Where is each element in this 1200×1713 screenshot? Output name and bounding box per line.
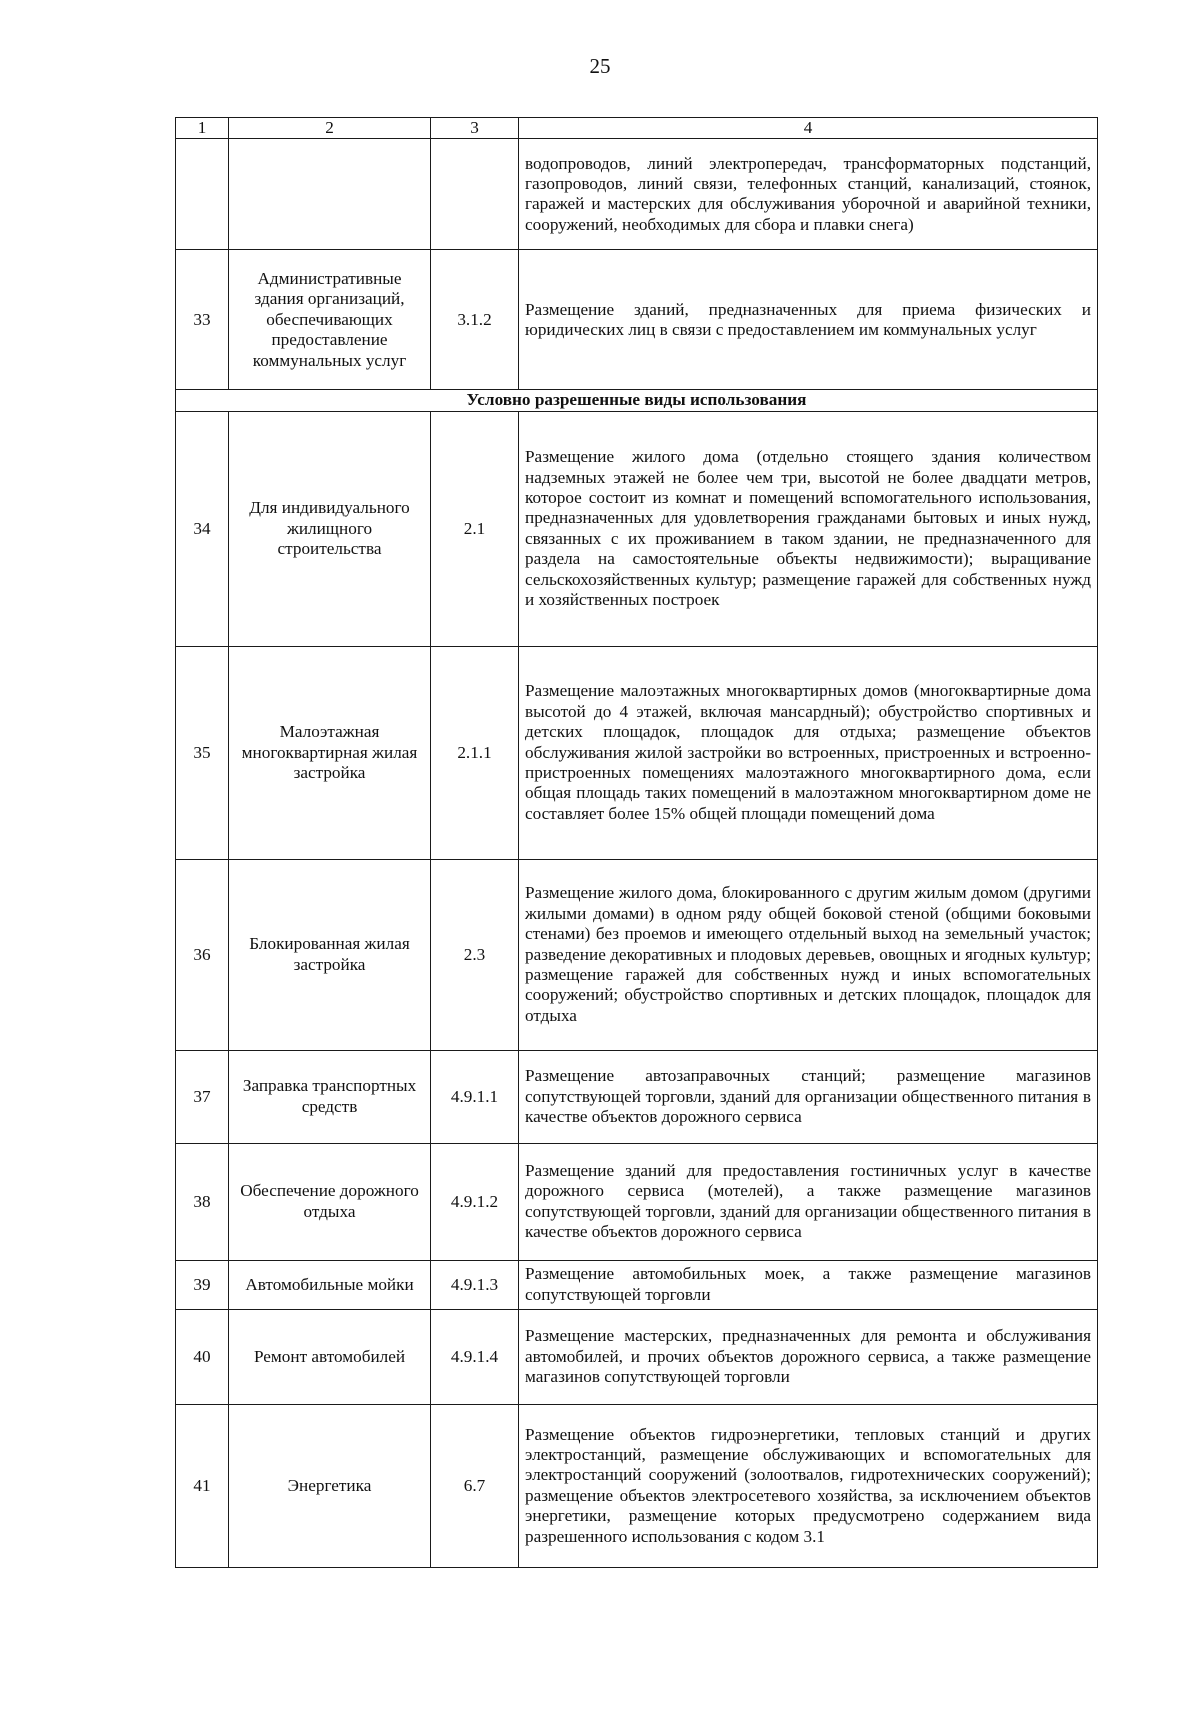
row-number: 37	[176, 1050, 229, 1143]
header-cell-2: 2	[229, 118, 431, 139]
row-description: Размещение зданий для предоставления гостиничных услуг в качестве дорожного сервиса (мотелей), а также размещение магазинов сопутствующей торговли, зданий для организации общественного питания в качестве объектов дорожного сервиса	[519, 1143, 1098, 1260]
table-row-33	[176, 250, 1098, 390]
row-name: Административные здания организаций, обеспечивающих предоставление коммунальных услуг	[229, 250, 431, 390]
row-code: 4.9.1.3	[431, 1260, 519, 1309]
row-description: Размещение автомобильных моек, а также размещение магазинов сопутствующей торговли	[519, 1260, 1098, 1309]
row-code	[431, 139, 519, 250]
row-name: Автомобильные мойки	[229, 1260, 431, 1309]
row-description: Размещение автозаправочных станций; размещение магазинов сопутствующей торговли, зданий для организации общественного питания в качестве объектов дорожного сервиса	[519, 1050, 1098, 1143]
row-name	[229, 139, 431, 250]
row-description: Размещение малоэтажных многоквартирных домов (многоквартирные дома высотой до 4 этажей, включая мансардный); обустройство спортивных и детских площадок, площадок для отдыха; размещение объектов обслуживания жилой застройки во встроенных, пристроенных и встроенно-пристроенных помещениях малоэтажного многоквартирного дома, если общая площадь таких помещений в малоэтажном многоквартирном доме не составляет более 15% общей площади помещений дома	[519, 646, 1098, 859]
row-name: Заправка транспортных средств	[229, 1050, 431, 1143]
table-row-38	[176, 1143, 1098, 1260]
row-description: Размещение жилого дома, блокированного с другим жилым домом (другими жилыми домами) в одном ряду общей боковой стеной (общими боковыми стенами) без проемов и имеющего отдельный выход на земельный участок; разведение декоративных и плодовых деревьев, овощных и ягодных культур; размещение гаражей для собственных нужд и иных вспомогательных сооружений; обустройство спортивных и детских площадок, площадок для отдыха	[519, 859, 1098, 1050]
row-name: Блокированная жилая застройка	[229, 859, 431, 1050]
row-name: Для индивидуального жилищного строительства	[229, 411, 431, 646]
row-name: Обеспечение дорожного отдыха	[229, 1143, 431, 1260]
row-description: Размещение жилого дома (отдельно стоящего здания количеством надземных этажей не более чем три, высотой не более двадцати метров, которое состоит из комнат и помещений вспомогательного использования, предназначенных для удовлетворения гражданами бытовых и иных нужд, связанных с их проживанием в таком здании, не предназначенного для раздела на самостоятельные объекты недвижимости); выращивание сельскохозяйственных культур; размещение гаражей для собственных нужд и хозяйственных построек	[519, 411, 1098, 646]
row-number: 33	[176, 250, 229, 390]
section-header-row	[176, 390, 1098, 411]
header-cell-4: 4	[519, 118, 1098, 139]
table-row-35	[176, 646, 1098, 859]
row-code: 2.1	[431, 411, 519, 646]
row-code: 3.1.2	[431, 250, 519, 390]
row-description: Размещение объектов гидроэнергетики, тепловых станций и других электростанций, размещение обслуживающих и вспомогательных для электростанций сооружений (золоотвалов, гидротехнических сооружений); размещение объектов электросетевого хозяйства, за исключением объектов энергетики, размещение которых предусмотрено содержанием вида разрешенного использования с кодом 3.1	[519, 1404, 1098, 1567]
table-row-34	[176, 411, 1098, 646]
row-number	[176, 139, 229, 250]
table-row-37	[176, 1050, 1098, 1143]
header-cell-1: 1	[176, 118, 229, 139]
row-description: Размещение мастерских, предназначенных для ремонта и обслуживания автомобилей, и прочих объектов дорожного сервиса, а также размещение магазинов сопутствующей торговли	[519, 1309, 1098, 1404]
row-number: 38	[176, 1143, 229, 1260]
row-name: Малоэтажная многоквартирная жилая застройка	[229, 646, 431, 859]
row-code: 4.9.1.1	[431, 1050, 519, 1143]
row-number: 36	[176, 859, 229, 1050]
row-name: Ремонт автомобилей	[229, 1309, 431, 1404]
table-row-36	[176, 859, 1098, 1050]
row-code: 4.9.1.2	[431, 1143, 519, 1260]
row-number: 39	[176, 1260, 229, 1309]
row-description: Размещение зданий, предназначенных для приема физических и юридических лиц в связи с предоставлением им коммунальных услуг	[519, 250, 1098, 390]
row-code: 4.9.1.4	[431, 1309, 519, 1404]
table-row-41	[176, 1404, 1098, 1567]
page-number: 25	[589, 54, 611, 78]
row-number: 34	[176, 411, 229, 646]
row-number: 41	[176, 1404, 229, 1567]
section-title: Условно разрешенные виды использования	[176, 390, 1098, 411]
row-code: 2.3	[431, 859, 519, 1050]
table-row-40	[176, 1309, 1098, 1404]
header-row	[176, 118, 1098, 139]
table-row-continuation	[176, 139, 1098, 250]
land-use-table	[175, 117, 1098, 1568]
table-row-39	[176, 1260, 1098, 1309]
header-cell-3: 3	[431, 118, 519, 139]
row-number: 35	[176, 646, 229, 859]
row-number: 40	[176, 1309, 229, 1404]
row-code: 6.7	[431, 1404, 519, 1567]
row-description: водопроводов, линий электропередач, трансформаторных подстанций, газопроводов, линий связи, телефонных станций, канализаций, стоянок, гаражей и мастерских для обслуживания уборочной и аварийной техники, сооружений, необходимых для сбора и плавки снега)	[519, 139, 1098, 250]
row-code: 2.1.1	[431, 646, 519, 859]
row-name: Энергетика	[229, 1404, 431, 1567]
